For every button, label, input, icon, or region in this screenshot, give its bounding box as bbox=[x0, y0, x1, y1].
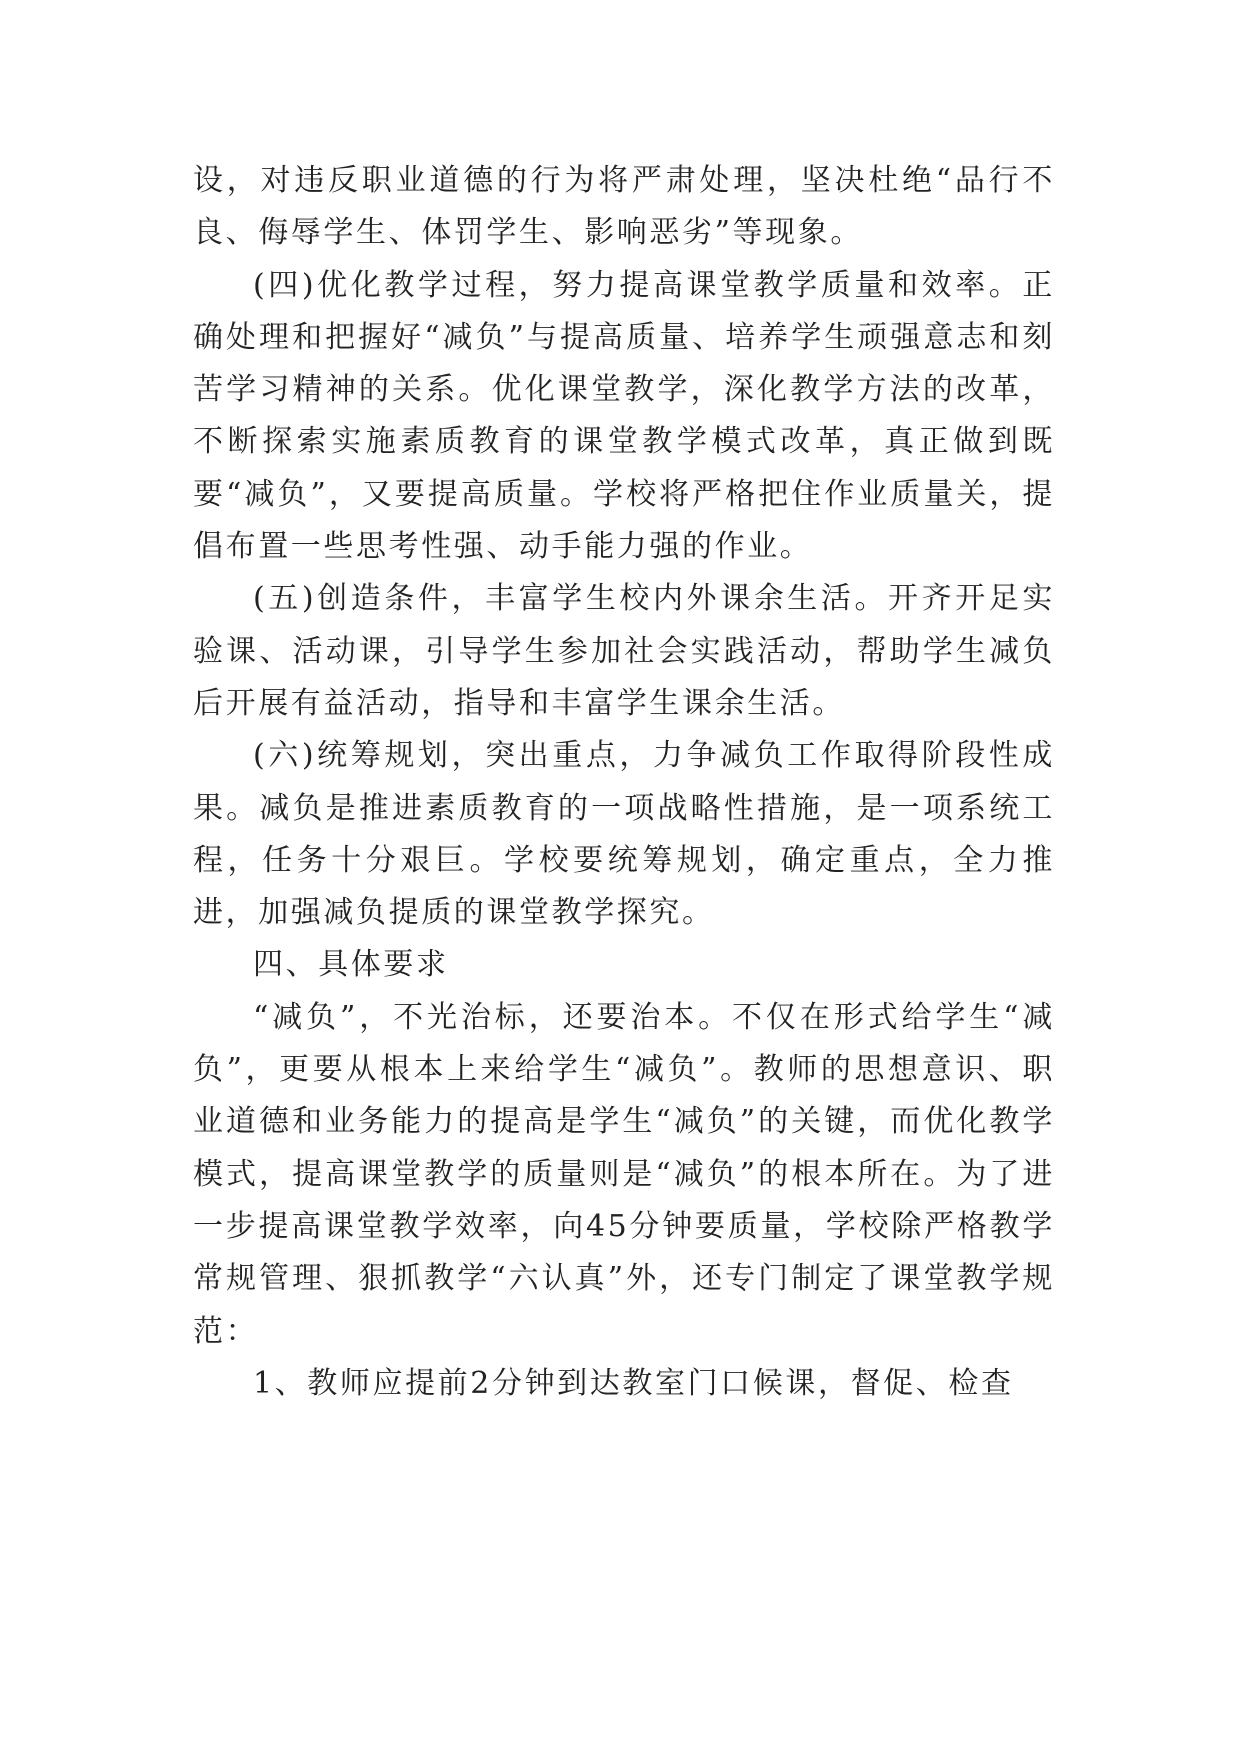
paragraph-section-five-enrich-activities: (五)创造条件，丰富学生校内外课余生活。开齐开足实验课、活动课，引导学生参加社会实践活动，帮助学生减负后开展有益活动，指导和丰富学生课余生活。 bbox=[193, 581, 1055, 721]
paragraph-section-six-planning: (六)统筹规划，突出重点，力争减负工作取得阶段性成果。减负是推进素质教育的一项战略性措施，是一项系统工程，任务十分艰巨。学校要统筹规划，确定重点，全力推进，加强减负提质的课堂教学探究。 bbox=[193, 738, 1055, 931]
document-body bbox=[193, 155, 1055, 1410]
paragraph-continued-professional-ethics: 设，对违反职业道德的行为将严肃处理，坚决杜绝“品行不良、侮辱学生、体罚学生、影响恶劣”等现象。 bbox=[193, 163, 1055, 251]
section-heading-specific-requirements: 四、具体要求 bbox=[253, 947, 449, 983]
paragraph-section-four-optimize-teaching: (四)优化教学过程，努力提高课堂教学质量和效率。正确处理和把握好“减负”与提高质量、培养学生顽强意志和刻苦学习精神的关系。优化课堂教学，深化教学方法的改革，不断探索实施素质教育的课堂教学模式改革，真正做到既要“减负”，又要提高质量。学校将严格把住作业质量关，提倡布置一些思考性强、动手能力强的作业。 bbox=[193, 267, 1055, 565]
paragraph-item-one-teacher-arrival: 1、教师应提前2分钟到达教室门口候课，督促、检查 bbox=[253, 1365, 1014, 1401]
paragraph-burden-reduction-requirements: “减负”，不光治标，还要治本。不仅在形式给学生“减负”，更要从根本上来给学生“减负”。教师的思想意识、职业道德和业务能力的提高是学生“减负”的关键，而优化教学模式，提高课堂教学的质量则是“减负”的根本所在。为了进一步提高课堂教学效率，向45分钟要质量，学校除严格教学常规管理、狠抓教学“六认真”外，还专门制定了课堂教学规范： bbox=[193, 999, 1055, 1349]
